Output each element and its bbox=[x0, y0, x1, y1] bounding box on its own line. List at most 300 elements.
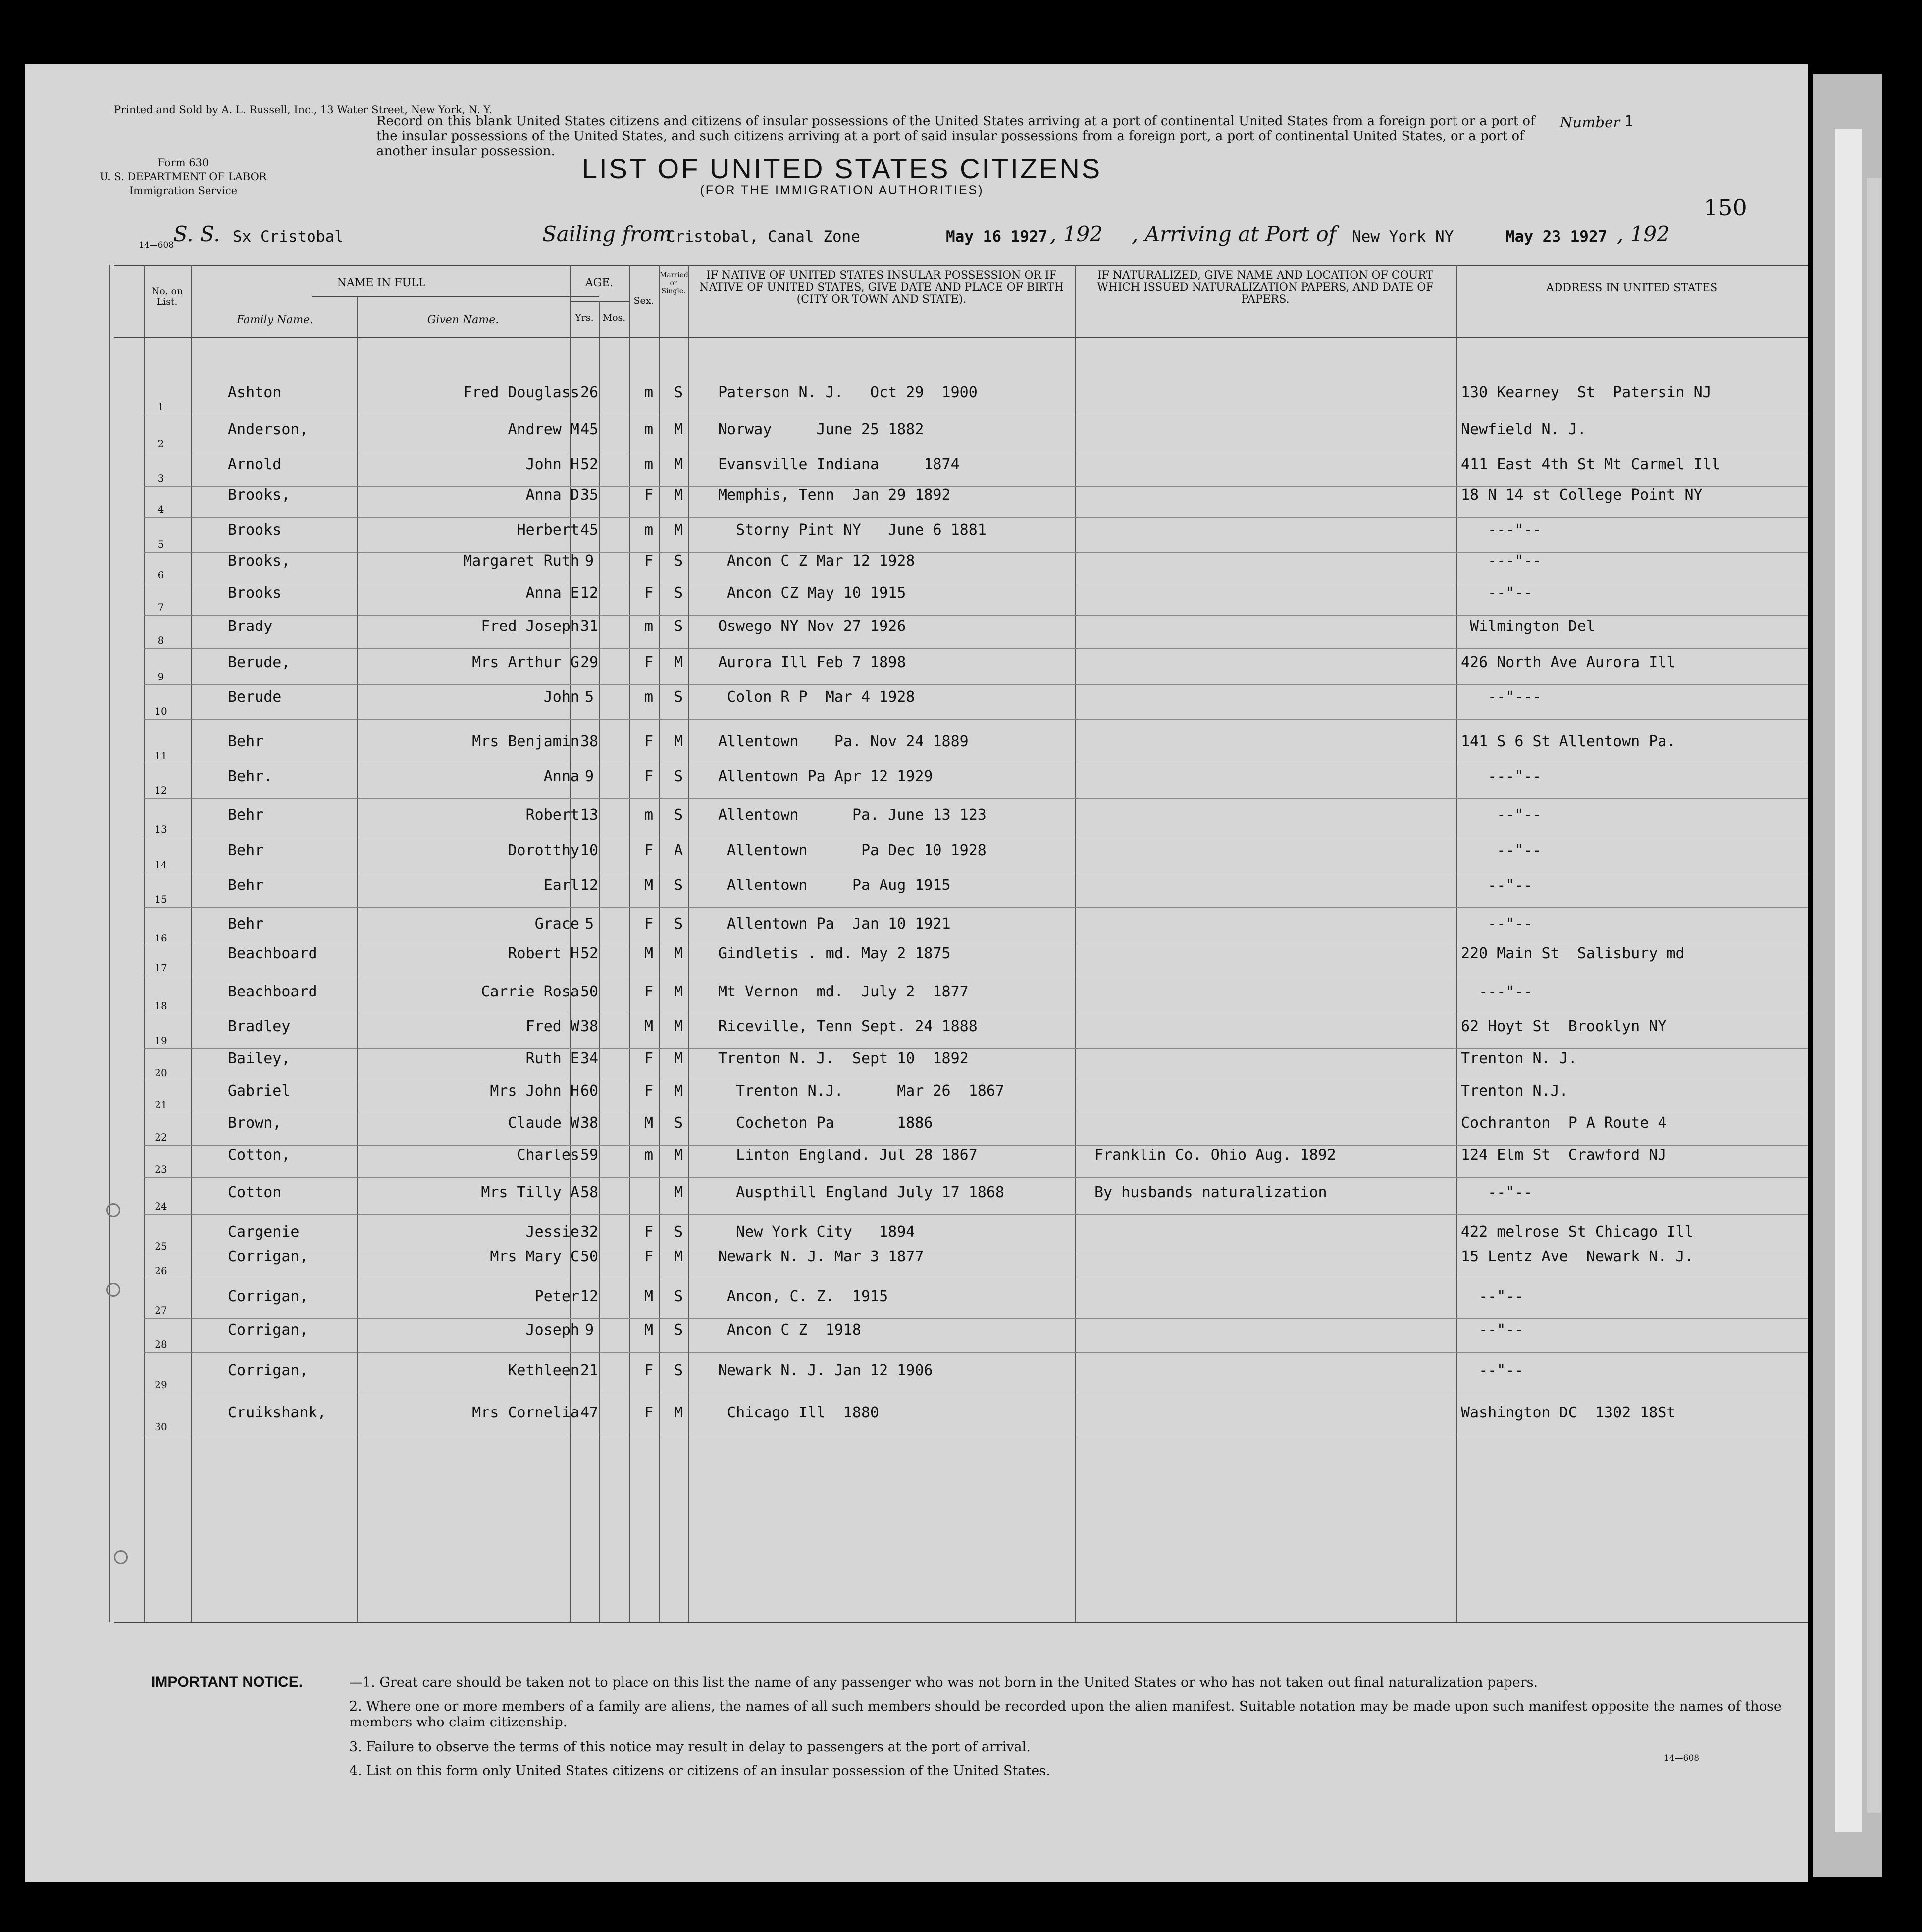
department-name: U. S. DEPARTMENT OF LABOR bbox=[100, 171, 267, 183]
sex: F bbox=[644, 486, 654, 504]
col-header-mos: Mos. bbox=[602, 313, 626, 323]
given-name: Kethleen bbox=[508, 1362, 579, 1379]
us-address: Wilmington Del bbox=[1461, 618, 1595, 635]
table-row bbox=[25, 552, 1808, 582]
us-address: 141 S 6 St Allentown Pa. bbox=[1461, 733, 1676, 750]
given-name: Mrs Cornelia bbox=[472, 1404, 579, 1421]
marital-status: S bbox=[674, 688, 683, 706]
sex: F bbox=[644, 584, 654, 602]
page-title: LIST OF UNITED STATES CITIZENS bbox=[581, 153, 1102, 184]
given-name: Robert H bbox=[508, 945, 579, 962]
birth-place-date: Newark N. J. Mar 3 1877 bbox=[718, 1248, 924, 1265]
row-number: 8 bbox=[157, 634, 164, 646]
naturalization-court: By husbands naturalization bbox=[1094, 1184, 1327, 1201]
sex: m bbox=[644, 1147, 654, 1164]
row-number: 14 bbox=[155, 859, 167, 871]
birth-place-date: Allentown Pa Jan 10 1921 bbox=[718, 915, 951, 933]
table-bottom-rule bbox=[114, 1622, 1808, 1623]
age-years: 12 bbox=[580, 877, 599, 894]
birth-place-date: Auspthill England July 17 1868 bbox=[718, 1184, 1004, 1201]
marital-status: S bbox=[674, 1321, 683, 1339]
us-address: --"-- bbox=[1461, 1184, 1533, 1201]
notice-item-1: —1. Great care should be taken not to place on this list the name of any passenger who was not born in the United States or who has not taken out final naturalization papers. bbox=[349, 1675, 1538, 1690]
age-years: 12 bbox=[580, 1288, 599, 1305]
table-row bbox=[25, 618, 1808, 647]
col-header-birth: IF NATIVE OF UNITED STATES INSULAR POSSESSION OR IF NATIVE OF UNITED STATES, GIVE DATE AND PLACE OF BIRTH (CITY OR TOWN AND STATE). bbox=[699, 269, 1064, 306]
row-number: 30 bbox=[155, 1421, 167, 1433]
age-years: 45 bbox=[580, 421, 599, 438]
table-row bbox=[25, 1082, 1808, 1112]
sex: M bbox=[644, 945, 654, 962]
row-number: 29 bbox=[155, 1379, 167, 1391]
row-rule bbox=[144, 1318, 1808, 1319]
age-years: 52 bbox=[580, 945, 599, 962]
birth-place-date: Storny Pint NY June 6 1881 bbox=[718, 522, 987, 539]
age-years: 58 bbox=[580, 1184, 599, 1201]
age-years: 38 bbox=[580, 733, 599, 750]
birth-place-date: Colon R P Mar 4 1928 bbox=[718, 688, 915, 706]
row-rule bbox=[144, 615, 1808, 616]
family-name: Behr bbox=[228, 806, 264, 824]
table-row bbox=[25, 877, 1808, 906]
sex: m bbox=[644, 456, 654, 473]
ship-name: Sx Cristobal bbox=[233, 228, 344, 246]
table-row bbox=[25, 842, 1808, 872]
given-name: Dorotthy bbox=[508, 842, 579, 859]
given-name: Anna D bbox=[525, 486, 579, 504]
us-address: --"--- bbox=[1461, 688, 1542, 706]
us-address: --"-- bbox=[1461, 915, 1533, 933]
table-row bbox=[25, 1321, 1808, 1351]
header-bottom-rule bbox=[114, 337, 1808, 338]
us-address: ---"-- bbox=[1461, 522, 1542, 539]
given-name: Fred Joseph bbox=[481, 618, 579, 635]
manifest-page bbox=[25, 64, 1808, 1882]
marital-status: S bbox=[674, 1288, 683, 1305]
marital-status: M bbox=[674, 945, 683, 962]
col-header-yrs: Yrs. bbox=[575, 313, 594, 323]
sex: m bbox=[644, 421, 654, 438]
marital-status: M bbox=[674, 983, 683, 1000]
family-name: Corrigan, bbox=[228, 1362, 309, 1379]
us-address: --"-- bbox=[1461, 806, 1542, 824]
sex: M bbox=[644, 1018, 654, 1035]
marital-status: M bbox=[674, 522, 683, 539]
sex: F bbox=[644, 733, 654, 750]
birth-place-date: Ancon, C. Z. 1915 bbox=[718, 1288, 888, 1305]
row-number: 4 bbox=[157, 503, 164, 515]
sex: F bbox=[644, 1082, 654, 1099]
marital-status: M bbox=[674, 1184, 683, 1201]
record-instructions: Record on this blank United States citizens and citizens of insular possessions of the United States arriving at a port of continental United States from a foreign port or a port of the insular possessions of the United States, and such citizens arriving at a port of said insular possessions from a foreign port, a port of continental United States, or a port of another insular possession. bbox=[376, 114, 1535, 158]
table-row bbox=[25, 486, 1808, 516]
marital-status: M bbox=[674, 1248, 683, 1265]
col-header-naturalized: IF NATURALIZED, GIVE NAME AND LOCATION OF COURT WHICH ISSUED NATURALIZATION PAPERS, AND DATE OF PAPERS. bbox=[1097, 269, 1434, 306]
sex: F bbox=[644, 1223, 654, 1241]
row-number: 28 bbox=[155, 1338, 167, 1350]
given-name: Grace bbox=[534, 915, 579, 933]
given-name: Margaret Ruth bbox=[463, 552, 579, 570]
given-name: Ruth E bbox=[525, 1050, 579, 1067]
page-edge-inner bbox=[1867, 178, 1881, 1813]
form-code: 14—608 bbox=[139, 240, 174, 250]
sailing-label: Sailing from bbox=[542, 222, 673, 246]
family-name: Brown, bbox=[228, 1114, 282, 1132]
age-years: 38 bbox=[580, 1018, 599, 1035]
table-top-rule bbox=[114, 265, 1808, 266]
marital-status: M bbox=[674, 1082, 683, 1099]
family-name: Anderson, bbox=[228, 421, 309, 438]
col-header-married: Married or Single. bbox=[660, 271, 688, 295]
row-rule bbox=[144, 1145, 1808, 1146]
col-header-sex: Sex. bbox=[633, 295, 654, 306]
family-name: Beachboard bbox=[228, 983, 317, 1000]
family-name: Corrigan, bbox=[228, 1288, 309, 1305]
age-years: 38 bbox=[580, 1114, 599, 1132]
age-years: 47 bbox=[580, 1404, 599, 1421]
family-name: Brooks, bbox=[228, 486, 291, 504]
marital-status: S bbox=[674, 618, 683, 635]
table-row bbox=[25, 1248, 1808, 1278]
birth-place-date: Riceville, Tenn Sept. 24 1888 bbox=[718, 1018, 978, 1035]
us-address: --"-- bbox=[1461, 1288, 1524, 1305]
number-value: 1 bbox=[1624, 113, 1634, 130]
sex: F bbox=[644, 983, 654, 1000]
family-name: Berude, bbox=[228, 654, 291, 671]
age-years: 12 bbox=[580, 584, 599, 602]
row-number: 19 bbox=[155, 1035, 167, 1046]
sex: F bbox=[644, 1362, 654, 1379]
age-years: 60 bbox=[580, 1082, 599, 1099]
sex: m bbox=[644, 522, 654, 539]
family-name: Cotton, bbox=[228, 1147, 291, 1164]
us-address: 426 North Ave Aurora Ill bbox=[1461, 654, 1676, 671]
family-name: Cotton bbox=[228, 1184, 282, 1201]
marital-status: S bbox=[674, 1362, 683, 1379]
family-name: Brooks bbox=[228, 522, 282, 539]
arriving-label: , Arriving at Port of bbox=[1132, 222, 1337, 246]
family-name: Beachboard bbox=[228, 945, 317, 962]
row-number: 10 bbox=[155, 705, 167, 717]
row-number: 23 bbox=[155, 1163, 167, 1175]
row-rule bbox=[144, 1352, 1808, 1353]
given-name: Robert bbox=[525, 806, 579, 824]
given-name: Carrie Rosa bbox=[481, 983, 579, 1000]
given-name: Claude W bbox=[508, 1114, 579, 1132]
sex: F bbox=[644, 915, 654, 933]
birth-place-date: Norway June 25 1882 bbox=[718, 421, 924, 438]
row-rule bbox=[144, 719, 1808, 720]
marital-status: S bbox=[674, 806, 683, 824]
age-years: 9 bbox=[584, 768, 594, 785]
given-name: Anna bbox=[543, 768, 579, 785]
notice-item-2: 2. Where one or more members of a family are aliens, the names of all such members should be recorded upon the alien manifest. Suitable notation may be made upon such manifest opposite the names of those members who claim citizenship. bbox=[349, 1699, 1782, 1730]
row-number: 3 bbox=[157, 472, 164, 484]
us-address: Trenton N.J. bbox=[1461, 1082, 1568, 1099]
family-name: Behr. bbox=[228, 768, 273, 785]
marital-status: A bbox=[674, 842, 683, 859]
row-number: 26 bbox=[155, 1265, 167, 1277]
birth-place-date: Gindletis . md. May 2 1875 bbox=[718, 945, 951, 962]
row-number: 27 bbox=[155, 1305, 167, 1316]
age-years: 50 bbox=[580, 983, 599, 1000]
us-address: --"-- bbox=[1461, 1321, 1524, 1339]
row-number: 25 bbox=[155, 1240, 167, 1252]
table-row bbox=[25, 733, 1808, 763]
us-address: 422 melrose St Chicago Ill bbox=[1461, 1223, 1694, 1241]
row-rule bbox=[144, 648, 1808, 649]
sex: m bbox=[644, 618, 654, 635]
printer-line: Printed and Sold by A. L. Russell, Inc., 13 Water Street, New York, N. Y. bbox=[114, 104, 493, 116]
col-header-name: NAME IN FULL bbox=[337, 277, 426, 289]
birth-place-date: Oswego NY Nov 27 1926 bbox=[718, 618, 906, 635]
family-name: Bailey, bbox=[228, 1050, 291, 1067]
age-years: 50 bbox=[580, 1248, 599, 1265]
family-name: Corrigan, bbox=[228, 1248, 309, 1265]
family-name: Behr bbox=[228, 915, 264, 933]
age-years: 29 bbox=[580, 654, 599, 671]
row-number: 21 bbox=[155, 1099, 167, 1111]
us-address: 220 Main St Salisbury md bbox=[1461, 945, 1685, 962]
age-years: 35 bbox=[580, 486, 599, 504]
family-name: Brooks, bbox=[228, 552, 291, 570]
sex: M bbox=[644, 1288, 654, 1305]
table-row bbox=[25, 915, 1808, 945]
sailing-from: Cristobal, Canal Zone bbox=[666, 228, 860, 246]
punch-hole-mark bbox=[106, 1283, 120, 1297]
sex: M bbox=[644, 877, 654, 894]
number-label: Number bbox=[1560, 114, 1620, 131]
family-name: Bradley bbox=[228, 1018, 291, 1035]
age-years: 9 bbox=[584, 1321, 594, 1339]
row-rule bbox=[144, 1048, 1808, 1049]
us-address: Cochranton P A Route 4 bbox=[1461, 1114, 1667, 1132]
row-number: 15 bbox=[155, 893, 167, 905]
table-row bbox=[25, 654, 1808, 683]
row-number: 1 bbox=[157, 401, 164, 413]
marital-status: S bbox=[674, 1223, 683, 1241]
marital-status: S bbox=[674, 877, 683, 894]
footer-form-code: 14—608 bbox=[1664, 1753, 1700, 1763]
sex: F bbox=[644, 1404, 654, 1421]
age-years: 5 bbox=[584, 915, 594, 933]
marital-status: S bbox=[674, 584, 683, 602]
birth-place-date: Evansville Indiana 1874 bbox=[718, 456, 960, 473]
row-number: 13 bbox=[155, 823, 167, 835]
sex: m bbox=[644, 688, 654, 706]
row-number: 11 bbox=[155, 750, 167, 762]
marital-status: M bbox=[674, 1050, 683, 1067]
us-address: 124 Elm St Crawford NJ bbox=[1461, 1147, 1667, 1164]
family-name: Arnold bbox=[228, 456, 282, 473]
family-name: Cruikshank, bbox=[228, 1404, 326, 1421]
given-name: Mrs Arthur G bbox=[472, 654, 579, 671]
year-print-2: , 192 bbox=[1617, 222, 1670, 246]
marital-status: S bbox=[674, 915, 683, 933]
birth-place-date: Allentown Pa. June 13 123 bbox=[718, 806, 987, 824]
sex: M bbox=[644, 1114, 654, 1132]
family-name: Berude bbox=[228, 688, 282, 706]
notice-item-3: 3. Failure to observe the terms of this notice may result in delay to passengers at the port of arrival. bbox=[349, 1739, 1031, 1755]
birth-place-date: Trenton N.J. Mar 26 1867 bbox=[718, 1082, 1004, 1099]
given-name: Earl bbox=[543, 877, 579, 894]
birth-place-date: Ancon C Z 1918 bbox=[718, 1321, 861, 1339]
birth-place-date: Ancon CZ May 10 1915 bbox=[718, 584, 906, 602]
birth-place-date: Chicago Ill 1880 bbox=[718, 1404, 880, 1421]
family-name: Behr bbox=[228, 733, 264, 750]
us-address: 130 Kearney St Patersin NJ bbox=[1461, 384, 1712, 401]
marital-status: M bbox=[674, 486, 683, 504]
us-address: --"-- bbox=[1461, 877, 1533, 894]
table-row bbox=[25, 688, 1808, 718]
marital-status: M bbox=[674, 654, 683, 671]
form-info bbox=[94, 156, 272, 198]
us-address: --"-- bbox=[1461, 584, 1533, 602]
family-name: Brady bbox=[228, 618, 273, 635]
row-rule bbox=[144, 907, 1808, 908]
row-rule bbox=[144, 1177, 1808, 1178]
row-number: 22 bbox=[155, 1131, 167, 1143]
marital-status: M bbox=[674, 421, 683, 438]
table-row bbox=[25, 1018, 1808, 1047]
marital-status: M bbox=[674, 1147, 683, 1164]
us-address: ---"-- bbox=[1461, 983, 1533, 1000]
age-years: 59 bbox=[580, 1147, 599, 1164]
col-header-age: AGE. bbox=[585, 277, 614, 289]
sex: F bbox=[644, 768, 654, 785]
birth-place-date: Paterson N. J. Oct 29 1900 bbox=[718, 384, 978, 401]
row-rule bbox=[144, 798, 1808, 799]
us-address: ---"-- bbox=[1461, 768, 1542, 785]
age-years: 5 bbox=[584, 688, 594, 706]
given-name: Mrs Tilly A bbox=[481, 1184, 579, 1201]
row-number: 5 bbox=[157, 538, 164, 550]
marital-status: M bbox=[674, 1018, 683, 1035]
given-name: Mrs John H bbox=[490, 1082, 579, 1099]
table-row bbox=[25, 806, 1808, 836]
us-address: Newfield N. J. bbox=[1461, 421, 1586, 438]
row-number: 17 bbox=[155, 962, 167, 974]
col-header-given: Given Name. bbox=[427, 314, 499, 326]
age-years: 32 bbox=[580, 1223, 599, 1241]
given-name: Peter bbox=[534, 1288, 579, 1305]
table-row bbox=[25, 522, 1808, 551]
birth-place-date: Trenton N. J. Sept 10 1892 bbox=[718, 1050, 969, 1067]
us-address: 15 Lentz Ave Newark N. J. bbox=[1461, 1248, 1694, 1265]
table-row bbox=[25, 1404, 1808, 1434]
sex: F bbox=[644, 1248, 654, 1265]
given-name: Anna E bbox=[525, 584, 579, 602]
given-name: Andrew M bbox=[508, 421, 579, 438]
table-row bbox=[25, 1288, 1808, 1317]
marital-status: S bbox=[674, 768, 683, 785]
notice-heading: IMPORTANT NOTICE. bbox=[151, 1674, 303, 1690]
birth-place-date: Ancon C Z Mar 12 1928 bbox=[718, 552, 915, 570]
table-row bbox=[25, 1147, 1808, 1176]
family-name: Cargenie bbox=[228, 1223, 300, 1241]
naturalization-court: Franklin Co. Ohio Aug. 1892 bbox=[1094, 1147, 1336, 1164]
age-years: 13 bbox=[580, 806, 599, 824]
us-address: Washington DC 1302 18St bbox=[1461, 1404, 1676, 1421]
ss-label: S. S. bbox=[173, 222, 220, 246]
family-name: Behr bbox=[228, 842, 264, 859]
sex: F bbox=[644, 842, 654, 859]
age-years: 10 bbox=[580, 842, 599, 859]
row-rule bbox=[144, 684, 1808, 685]
us-address: 18 N 14 st College Point NY bbox=[1461, 486, 1703, 504]
col-header-family: Family Name. bbox=[236, 314, 313, 326]
arrival-date: May 23 1927 bbox=[1506, 228, 1608, 246]
age-years: 9 bbox=[584, 552, 594, 570]
form-number: Form 630 bbox=[157, 157, 209, 169]
table-row bbox=[25, 945, 1808, 975]
given-name: Mrs Benjamin bbox=[472, 733, 579, 750]
row-number: 20 bbox=[155, 1067, 167, 1079]
sex: m bbox=[644, 806, 654, 824]
family-name: Behr bbox=[228, 877, 264, 894]
row-number: 18 bbox=[155, 1000, 167, 1012]
birth-place-date: Cocheton Pa 1886 bbox=[718, 1114, 933, 1132]
table-row bbox=[25, 584, 1808, 614]
notice-item-4: 4. List on this form only United States citizens or citizens of an insular possession of the United States. bbox=[349, 1763, 1050, 1778]
us-address: 411 East 4th St Mt Carmel Ill bbox=[1461, 456, 1720, 473]
us-address: --"-- bbox=[1461, 842, 1542, 859]
table-row bbox=[25, 384, 1808, 414]
birth-place-date: Newark N. J. Jan 12 1906 bbox=[718, 1362, 933, 1379]
sailing-date: May 16 1927 bbox=[946, 228, 1048, 246]
table-row bbox=[25, 983, 1808, 1013]
sex: F bbox=[644, 1050, 654, 1067]
birth-place-date: Linton England. Jul 28 1867 bbox=[718, 1147, 978, 1164]
row-number: 7 bbox=[157, 601, 164, 613]
sex: F bbox=[644, 654, 654, 671]
name-subrule bbox=[312, 296, 599, 297]
given-name: Joseph bbox=[525, 1321, 579, 1339]
given-name: Mrs Mary C bbox=[490, 1248, 579, 1265]
age-years: 26 bbox=[580, 384, 599, 401]
marital-status: S bbox=[674, 1114, 683, 1132]
given-name: Fred W bbox=[525, 1018, 579, 1035]
us-address: Trenton N. J. bbox=[1461, 1050, 1577, 1067]
given-name: Fred Douglass bbox=[463, 384, 579, 401]
marital-status: M bbox=[674, 733, 683, 750]
age-years: 31 bbox=[580, 618, 599, 635]
row-number: 12 bbox=[155, 784, 167, 796]
given-name: Jessie bbox=[525, 1223, 579, 1241]
page-edge-light bbox=[1835, 129, 1862, 1832]
family-name: Gabriel bbox=[228, 1082, 291, 1099]
us-address: --"-- bbox=[1461, 1362, 1524, 1379]
marital-status: S bbox=[674, 552, 683, 570]
marital-status: S bbox=[674, 384, 683, 401]
table-row bbox=[25, 421, 1808, 451]
col-header-address: ADDRESS IN UNITED STATES bbox=[1546, 282, 1718, 294]
row-number: 6 bbox=[157, 569, 164, 581]
year-print-1: , 192 bbox=[1050, 222, 1103, 246]
given-name: John H bbox=[525, 456, 579, 473]
birth-place-date: Allentown Pa Aug 1915 bbox=[718, 877, 951, 894]
us-address: 62 Hoyt St Brooklyn NY bbox=[1461, 1018, 1667, 1035]
given-name: Herbert bbox=[517, 522, 579, 539]
birth-place-date: New York City 1894 bbox=[718, 1223, 915, 1241]
row-number: 2 bbox=[157, 438, 164, 450]
row-number: 9 bbox=[157, 671, 164, 682]
sex: M bbox=[644, 1321, 654, 1339]
table-row bbox=[25, 768, 1808, 797]
service-name: Immigration Service bbox=[129, 185, 238, 197]
family-name: Ashton bbox=[228, 384, 282, 401]
table-row bbox=[25, 1050, 1808, 1080]
